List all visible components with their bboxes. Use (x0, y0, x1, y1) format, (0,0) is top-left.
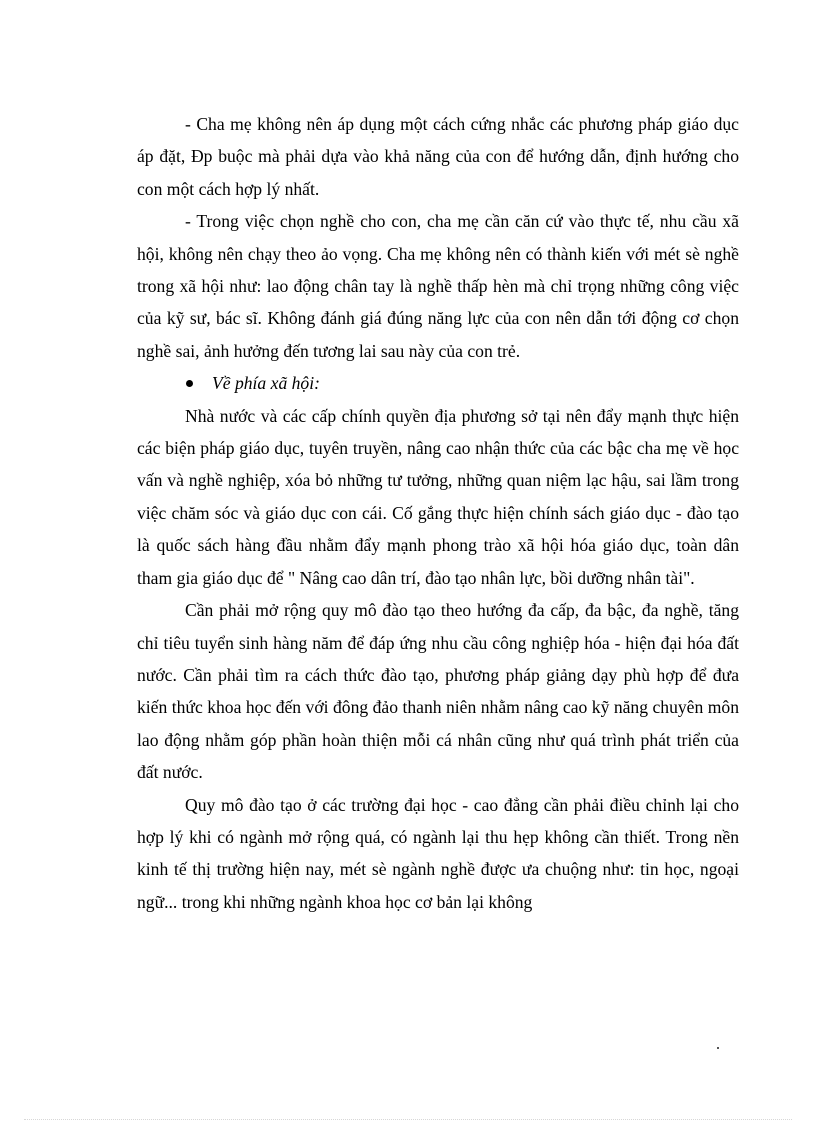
footer-mark (717, 1047, 719, 1049)
paragraph-state-education: Nhà nước và các cấp chính quyền địa phương sở tại nên đẩy mạnh thực hiện các biện pháp giáo dục, tuyên truyền, nâng cao nhận thức của các bậc cha mẹ về học vấn và nghề nghiệp, xóa bỏ những tư tưởng, những quan niệm lạc hậu, sai lầm trong việc chăm sóc và giáo dục con cái. Cố gắng thực hiện chính sách giáo dục - đào tạo là quốc sách hàng đầu nhằm đẩy mạnh phong trào xã hội hóa giáo dục, toàn dân tham gia giáo dục để " Nâng cao dân trí, đào tạo nhân lực, bồi dưỡng nhân tài". (137, 405, 739, 588)
bullet-icon (186, 380, 193, 387)
bullet-heading-society (137, 367, 739, 399)
paragraph-expand-training: Cần phải mở rộng quy mô đào tạo theo hướng đa cấp, đa bậc, đa nghề, tăng chỉ tiêu tuyển sinh hàng năm để đáp ứng nhu cầu công nghiệp hóa - hiện đại hóa đất nước. Cần phải tìm ra cách thức đào tạo, phương pháp giảng dạy phù hợp để đưa kiến thức khoa học đến với đông đảo thanh niên nhằm nâng cao kỹ năng chuyên môn lao động nhằm góp phần hoàn thiện mỗi cá nhân cũng như quá trình phát triển của đất nước. (137, 600, 739, 783)
paragraph-parents-career-choice: - Trong việc chọn nghề cho con, cha mẹ cần căn cứ vào thực tế, nhu cầu xã hội, không nên chạy theo ảo vọng. Cha mẹ không nên có thành kiến với mét sè nghề trong xã hội như: lao động chân tay là nghề thấp hèn mà chỉ trọng những công việc của kỹ sư, bác sĩ. Không đánh giá đúng năng lực của con nên dẫn tới động cơ chọn nghề sai, ảnh hưởng đến tương lai sau này của con trẻ. (137, 211, 739, 361)
page-bottom-divider (24, 1119, 792, 1120)
bullet-heading-text: Về phía xã hội: (212, 373, 320, 394)
document-body (137, 108, 739, 918)
paragraph-parents-methods: - Cha mẹ không nên áp dụng một cách cứng nhắc các phương pháp giáo dục áp đặt, Đp buộc mà phải dựa vào khả năng của con để hướng dẫn, định hướng cho con một cách hợp lý nhất. (137, 114, 739, 199)
paragraph-university-scale: Quy mô đào tạo ở các trường đại học - cao đẳng cần phải điều chỉnh lại cho hợp lý khi có ngành mở rộng quá, có ngành lại thu hẹp không cần thiết. Trong nền kinh tế thị trường hiện nay, mét sè ngành nghề được ưa chuộng như: tin học, ngoại ngữ... trong khi những ngành khoa học cơ bản lại không (137, 794, 739, 912)
